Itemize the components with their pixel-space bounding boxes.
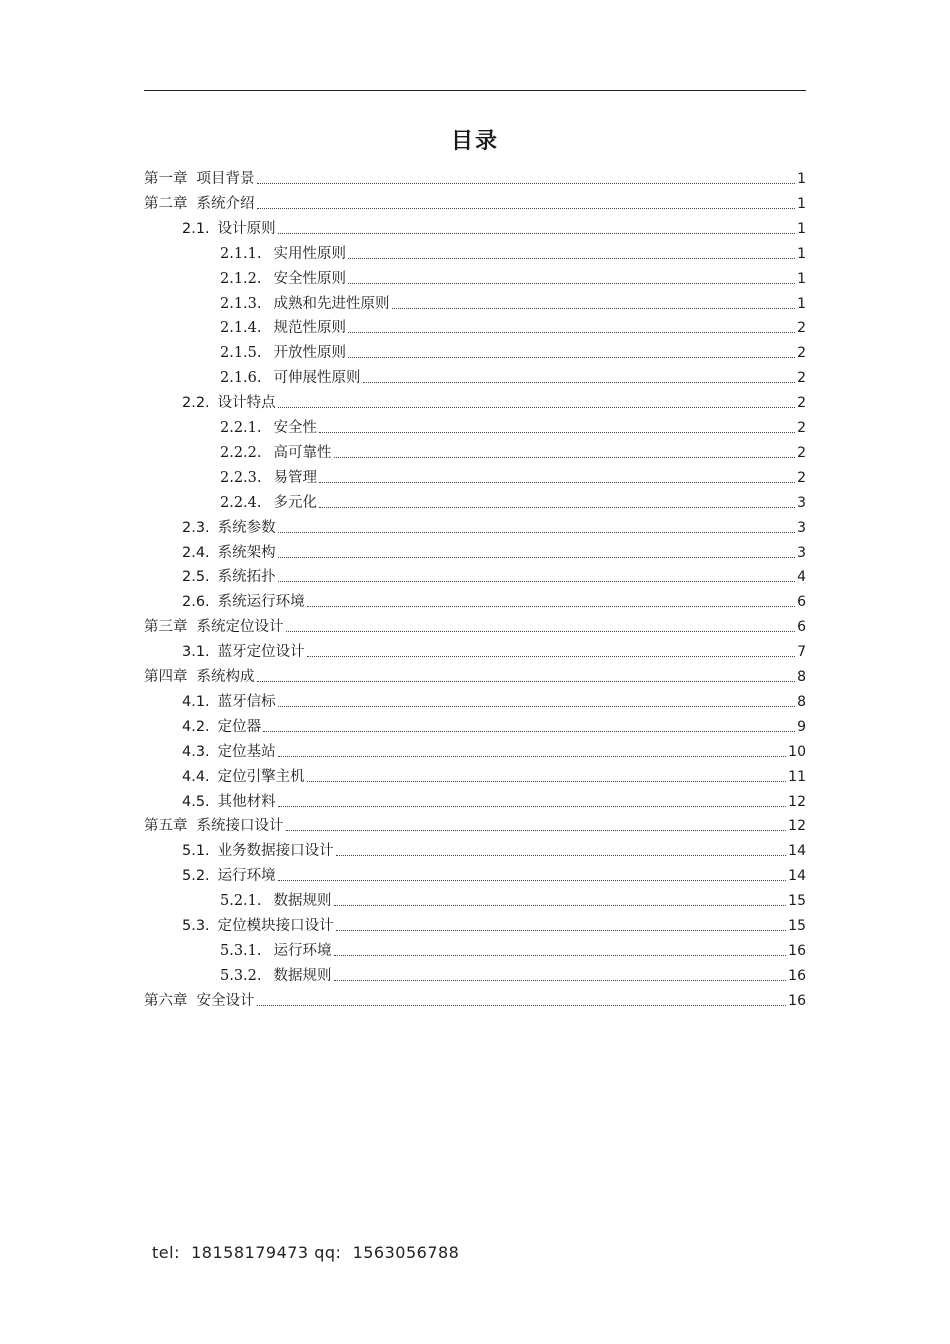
toc-entry-title: 蓝牙定位设计 (217, 644, 305, 661)
toc-entry-number: 第四章 (144, 669, 188, 685)
toc-entry[interactable] (182, 687, 806, 711)
toc-entry-page: 15 (788, 918, 806, 934)
toc-entry-page: 12 (788, 818, 806, 835)
toc-entry-page: 2 (797, 420, 806, 436)
toc-entry-page: 6 (797, 619, 806, 636)
toc-entry-number: 2.6. (182, 594, 210, 611)
toc-dot-leader (286, 830, 787, 831)
toc-entry[interactable] (220, 239, 806, 263)
toc-entry-number: 4.1. (182, 693, 210, 710)
toc-entry-number: 4.3. (182, 743, 210, 760)
toc-dot-leader (286, 631, 796, 632)
toc-dot-leader (319, 482, 795, 483)
toc-entry[interactable] (182, 538, 806, 562)
toc-entry[interactable] (220, 886, 806, 910)
toc-dot-leader (278, 233, 795, 234)
toc-entry[interactable] (220, 313, 806, 337)
toc-entry[interactable] (220, 413, 806, 437)
toc-entry-title: 业务数据接口设计 (217, 843, 334, 860)
toc-entry-number: 5.2.1. (220, 893, 262, 910)
toc-entry-page: 10 (788, 743, 806, 760)
toc-entry-title: 系统构成 (196, 669, 255, 685)
toc-entry[interactable] (182, 836, 806, 860)
toc-entry-page: 1 (797, 220, 806, 237)
toc-entry-title: 安全设计 (196, 992, 255, 1009)
toc-dot-leader (307, 656, 795, 657)
toc-dot-leader (334, 905, 787, 906)
toc-entry-title: 系统拓扑 (217, 569, 276, 586)
toc-entry-title: 系统定位设计 (196, 619, 284, 636)
toc-entry-page: 11 (788, 768, 806, 785)
toc-entry-page: 14 (788, 843, 806, 860)
toc-entry-title: 系统参数 (217, 519, 276, 536)
toc-entry-page: 8 (797, 669, 806, 685)
toc-entry[interactable] (182, 712, 806, 736)
toc-entry-title: 安全性原则 (273, 270, 347, 287)
toc-entry-page: 12 (788, 793, 806, 810)
toc-entry-number: 5.3.2. (220, 967, 262, 984)
toc-entry-page: 1 (797, 171, 806, 187)
toc-dot-leader (307, 606, 795, 607)
toc-entry-title: 蓝牙信标 (217, 693, 276, 710)
toc-dot-leader (278, 806, 787, 807)
toc-dot-leader (319, 507, 795, 508)
toc-entry-title: 其他材料 (217, 793, 276, 810)
toc-entry-page: 7 (797, 644, 806, 661)
toc-entry[interactable] (182, 737, 806, 761)
toc-entry[interactable] (144, 811, 806, 835)
toc-entry-page: 2 (797, 320, 806, 337)
toc-entry-page: 2 (797, 370, 806, 387)
toc-entry-title: 安全性 (273, 420, 318, 436)
toc-entry-title: 定位模块接口设计 (217, 918, 334, 934)
toc-entry-page: 3 (797, 494, 806, 511)
toc-entry-title: 多元化 (273, 494, 318, 511)
toc-dot-leader (257, 1005, 787, 1006)
toc-entry-page: 2 (797, 395, 806, 412)
toc-entry[interactable] (220, 264, 806, 288)
toc-entry-page: 2 (797, 444, 806, 461)
toc-entry-number: 2.1.6. (220, 370, 262, 387)
toc-dot-leader (257, 208, 796, 209)
toc-dot-leader (257, 183, 796, 184)
toc-entry-number: 2.1.3. (220, 295, 262, 312)
toc-entry-number: 5.2. (182, 868, 210, 885)
toc-entry[interactable] (220, 338, 806, 362)
toc-entry-number: 2.2.3. (220, 469, 262, 486)
toc-entry-title: 定位基站 (217, 743, 276, 760)
toc-entry-title: 数据规则 (273, 967, 332, 984)
toc-dot-leader (334, 457, 796, 458)
toc-entry-page: 2 (797, 345, 806, 362)
toc-entry[interactable] (144, 662, 806, 686)
toc-entry-title: 项目背景 (196, 171, 255, 187)
toc-dot-leader (257, 681, 796, 682)
toc-entry-number: 第一章 (144, 171, 188, 187)
toc-dot-leader (392, 308, 796, 309)
toc-entry[interactable] (220, 936, 806, 960)
header-rule (144, 90, 806, 91)
toc-entry-number: 2.3. (182, 519, 210, 536)
toc-dot-leader (348, 357, 795, 358)
toc-entry-page: 6 (797, 594, 806, 611)
toc-dot-leader (307, 781, 787, 782)
toc-entry-page: 9 (797, 718, 806, 735)
toc-dot-leader (363, 382, 796, 383)
toc-entry-title: 高可靠性 (273, 444, 332, 461)
toc-entry-title: 实用性原则 (273, 245, 347, 262)
toc-entry[interactable] (220, 961, 806, 985)
toc-entry[interactable] (182, 388, 806, 412)
toc-entry-title: 系统接口设计 (196, 818, 284, 835)
toc-dot-leader (263, 731, 795, 732)
toc-entry-number: 3.1. (182, 644, 210, 661)
toc-entry[interactable] (182, 787, 806, 811)
toc-dot-leader (336, 855, 787, 856)
toc-entry-title: 规范性原则 (273, 320, 347, 337)
toc-dot-leader (278, 706, 795, 707)
toc-entry-page: 16 (788, 967, 806, 984)
toc-entry-page: 8 (797, 693, 806, 710)
toc-entry-title: 设计原则 (217, 220, 276, 237)
toc-entry[interactable] (220, 463, 806, 487)
toc-entry-number: 4.4. (182, 768, 210, 785)
toc-entry-number: 第二章 (144, 195, 188, 212)
toc-entry[interactable] (182, 562, 806, 586)
toc-entry-number: 2.2.1. (220, 420, 262, 436)
toc-entry-number: 第三章 (144, 619, 188, 636)
toc-entry-number: 2.1.1. (220, 245, 262, 262)
toc-entry[interactable] (144, 189, 806, 213)
toc-entry-title: 系统架构 (217, 544, 276, 561)
toc-entry-page: 2 (797, 469, 806, 486)
toc-entry-title: 数据规则 (273, 893, 332, 910)
toc-dot-leader (336, 930, 787, 931)
toc-entry-number: 2.1.5. (220, 345, 262, 362)
toc-entry[interactable] (220, 363, 806, 387)
toc-dot-leader (334, 955, 787, 956)
toc-entry-title: 定位引擎主机 (217, 768, 305, 785)
toc-entry[interactable] (144, 164, 806, 188)
toc-entry-title: 运行环境 (273, 942, 332, 959)
toc-dot-leader (278, 532, 795, 533)
toc-entry-title: 易管理 (273, 469, 318, 486)
toc-entry[interactable] (182, 861, 806, 885)
toc-entry-number: 5.3.1. (220, 942, 262, 959)
toc-entry[interactable] (182, 911, 806, 935)
toc-entry[interactable] (182, 513, 806, 537)
toc-dot-leader (348, 283, 795, 284)
toc-dot-leader (278, 756, 787, 757)
toc-entry-page: 1 (797, 270, 806, 287)
toc-entry-number: 2.1. (182, 220, 210, 237)
toc-entry[interactable] (182, 762, 806, 786)
toc-entry-page: 4 (797, 569, 806, 586)
toc-entry-number: 2.2.2. (220, 444, 262, 461)
toc-dot-leader (278, 407, 795, 408)
toc-entry-title: 设计特点 (217, 395, 276, 412)
toc-entry-number: 5.3. (182, 918, 210, 934)
footer-contact: tel: 18158179473 qq: 1563056788 (152, 1243, 460, 1262)
toc-entry-title: 开放性原则 (273, 345, 347, 362)
toc-entry-number: 2.5. (182, 569, 210, 586)
toc-entry-number: 2.2.4. (220, 494, 262, 511)
toc-entry-number: 4.5. (182, 793, 210, 810)
toc-entry-title: 可伸展性原则 (273, 370, 361, 387)
toc-entry-title: 成熟和先进性原则 (273, 295, 390, 312)
toc-entry-page: 16 (788, 942, 806, 959)
toc-entry-number: 2.2. (182, 395, 210, 412)
toc-dot-leader (278, 557, 795, 558)
toc-entry-title: 系统介绍 (196, 195, 255, 212)
toc-dot-leader (348, 332, 795, 333)
toc-entry-number: 2.1.4. (220, 320, 262, 337)
toc-entry-number: 第五章 (144, 818, 188, 835)
toc-entry-page: 1 (797, 195, 806, 212)
toc-entry[interactable] (182, 637, 806, 661)
toc-entry-page: 14 (788, 868, 806, 885)
toc-entry[interactable] (182, 587, 806, 611)
toc-entry-number: 5.1. (182, 843, 210, 860)
toc-dot-leader (319, 432, 795, 433)
toc-dot-leader (278, 880, 787, 881)
page-title: 目录 (450, 129, 499, 154)
toc-entry-page: 15 (788, 893, 806, 910)
toc-entry-number: 2.4. (182, 544, 210, 561)
toc-entry[interactable] (144, 612, 806, 636)
toc-entry[interactable] (220, 438, 806, 462)
toc-entry[interactable] (144, 986, 806, 1010)
toc-dot-leader (278, 581, 795, 582)
toc-entry-page: 3 (797, 544, 806, 561)
toc-entry-number: 4.2. (182, 718, 210, 735)
toc-entry[interactable] (220, 289, 806, 313)
toc-dot-leader (334, 980, 787, 981)
toc-dot-leader (348, 258, 795, 259)
toc-entry-page: 16 (788, 992, 806, 1009)
toc-entry-title: 系统运行环境 (217, 594, 305, 611)
toc-entry[interactable] (182, 214, 806, 238)
toc-entry-title: 运行环境 (217, 868, 276, 885)
toc-entry-page: 1 (797, 245, 806, 262)
toc-entry-page: 1 (797, 295, 806, 312)
toc-entry[interactable] (220, 488, 806, 512)
toc-entry-title: 定位器 (217, 718, 262, 735)
toc-entry-page: 3 (797, 519, 806, 536)
toc-entry-number: 2.1.2. (220, 270, 262, 287)
toc-entry-number: 第六章 (144, 992, 188, 1009)
